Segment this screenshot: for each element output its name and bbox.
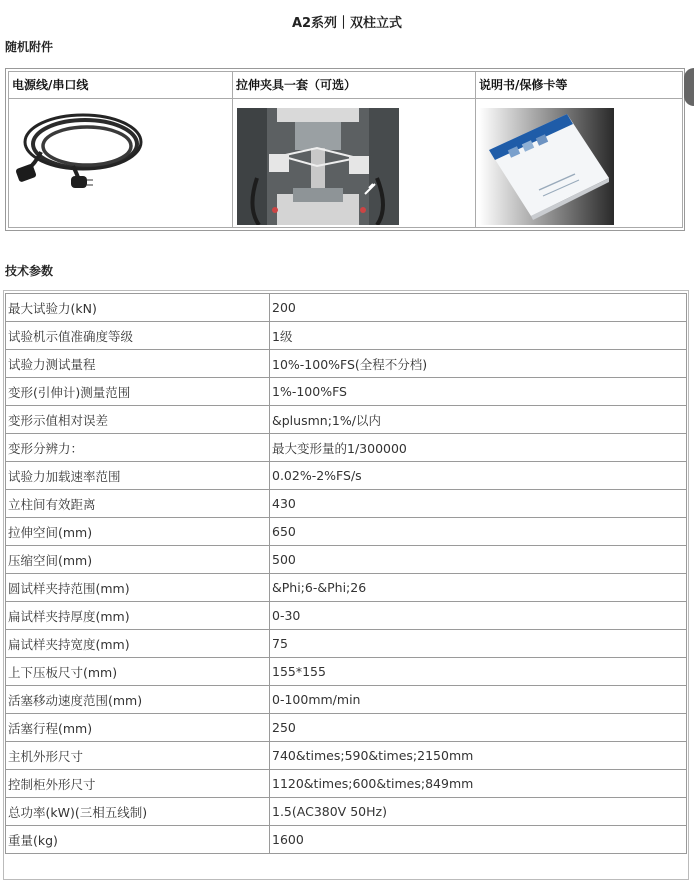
spec-key: 拉伸空间(mm) [6, 518, 270, 546]
table-row [6, 462, 687, 490]
table-row [6, 574, 687, 602]
table-row [6, 742, 687, 770]
spec-value: 1%-100%FS [270, 378, 687, 406]
spec-key: 最大试验力(kN) [6, 294, 270, 322]
spec-key: 试验力加载速率范围 [6, 462, 270, 490]
specs-table [5, 293, 687, 854]
table-row [6, 658, 687, 686]
spec-key: 变形(引伸计)测量范围 [6, 378, 270, 406]
spec-key: 主机外形尺寸 [6, 742, 270, 770]
table-row [6, 350, 687, 378]
spec-value: 10%-100%FS(全程不分档) [270, 350, 687, 378]
manual-booklet-image [479, 108, 614, 225]
spec-key: 活塞移动速度范围(mm) [6, 686, 270, 714]
table-row [6, 714, 687, 742]
spec-value: 1600 [270, 826, 687, 854]
spec-key: 试验机示值准确度等级 [6, 322, 270, 350]
table-row [6, 798, 687, 826]
accessory-label: 说明书/保修卡等 [476, 72, 682, 99]
table-row [6, 518, 687, 546]
spec-key: 控制柜外形尺寸 [6, 770, 270, 798]
spec-value: 0-100mm/min [270, 686, 687, 714]
spec-key: 活塞行程(mm) [6, 714, 270, 742]
spec-value: 200 [270, 294, 687, 322]
table-row [6, 826, 687, 854]
table-row [6, 686, 687, 714]
table-row [6, 602, 687, 630]
accessory-cell-manual [475, 71, 683, 228]
spec-value: 1级 [270, 322, 687, 350]
accessory-label: 电源线/串口线 [9, 72, 232, 99]
side-scroll-handle[interactable] [684, 68, 694, 106]
table-row [6, 546, 687, 574]
tensile-fixture-image [237, 108, 399, 225]
spec-value: 1.5(AC380V 50Hz) [270, 798, 687, 826]
table-row [6, 322, 687, 350]
table-row [6, 630, 687, 658]
spec-value: &plusmn;1%/以内 [270, 406, 687, 434]
accessories-table [5, 68, 685, 231]
table-row [6, 406, 687, 434]
spec-key: 扁试样夹持宽度(mm) [6, 630, 270, 658]
accessories-heading: 随机附件 [5, 40, 54, 54]
spec-key: 圆试样夹持范围(mm) [6, 574, 270, 602]
spec-value: 1120&times;600&times;849mm [270, 770, 687, 798]
specs-heading: 技术参数 [5, 264, 54, 278]
spec-key: 试验力测试量程 [6, 350, 270, 378]
spec-value: &Phi;6-&Phi;26 [270, 574, 687, 602]
spec-key: 变形示值相对误差 [6, 406, 270, 434]
spec-value: 740&times;590&times;2150mm [270, 742, 687, 770]
spec-value: 75 [270, 630, 687, 658]
spec-key: 重量(kg) [6, 826, 270, 854]
spec-key: 变形分辨力： [6, 434, 270, 462]
spec-value: 0.02%-2%FS/s [270, 462, 687, 490]
accessory-label: 拉伸夹具一套（可选） [233, 72, 475, 99]
spec-value: 250 [270, 714, 687, 742]
spec-key: 立柱间有效距离 [6, 490, 270, 518]
spec-value: 最大变形量的1/300000 [270, 434, 687, 462]
page-title: A2系列｜双柱立式 [291, 16, 403, 31]
spec-value: 430 [270, 490, 687, 518]
spec-key: 上下压板尺寸(mm) [6, 658, 270, 686]
table-row [6, 294, 687, 322]
accessory-cell-tensile-fixture [232, 71, 476, 228]
table-row [6, 434, 687, 462]
spec-value: 155*155 [270, 658, 687, 686]
table-row [6, 490, 687, 518]
table-row [6, 770, 687, 798]
power-cord-image [13, 108, 145, 194]
spec-key: 压缩空间(mm) [6, 546, 270, 574]
accessory-cell-power-cord [8, 71, 233, 228]
spec-value: 0-30 [270, 602, 687, 630]
spec-key: 扁试样夹持厚度(mm) [6, 602, 270, 630]
table-row [6, 378, 687, 406]
spec-value: 500 [270, 546, 687, 574]
spec-value: 650 [270, 518, 687, 546]
spec-key: 总功率(kW)(三相五线制) [6, 798, 270, 826]
